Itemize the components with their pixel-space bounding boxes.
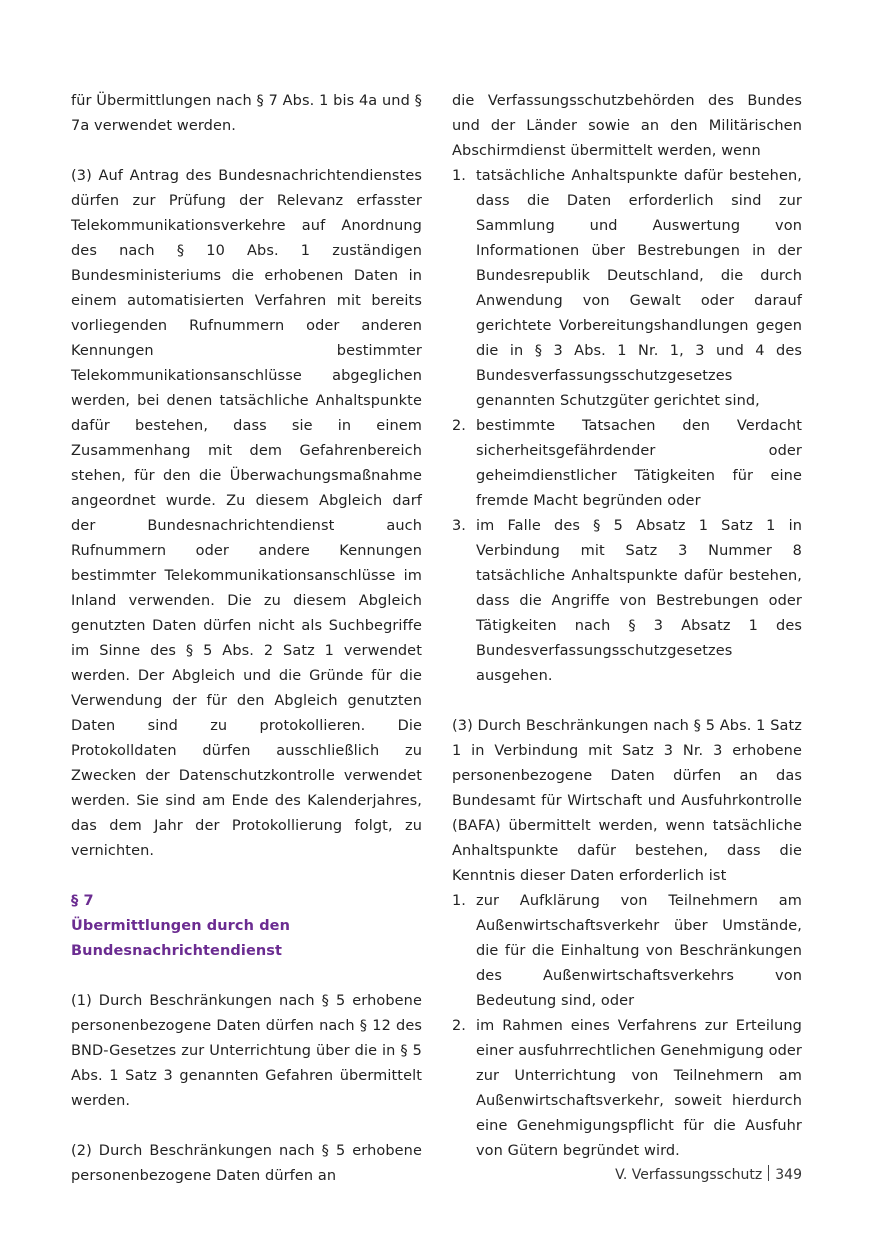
paragraph-continuation: die Verfassungsschutzbehörden des Bundes und der Länder sowie an den Militärischen Abschirmdienst übermittelt werden, wenn bbox=[452, 93, 802, 159]
paragraph-abs-2: (2) Durch Beschränkungen nach § 5 erhobene personenbezogene Daten dürfen an bbox=[71, 1143, 422, 1184]
list-text: zur Aufklärung von Teilnehmern am Außenwirtschaftsverkehr über Umstände, die für die Einhaltung von Beschränkungen des Außenwirtschaftsverkehrs von Bedeutung sind, oder bbox=[476, 893, 802, 1009]
section-number: § 7 bbox=[71, 893, 94, 909]
list-item bbox=[452, 514, 802, 689]
footer-section: V. Verfassungsschutz bbox=[615, 1167, 763, 1183]
list-item bbox=[452, 164, 802, 414]
list-text: bestimmte Tatsachen den Verdacht sicherheitsgefährdender oder geheimdienstlicher Tätigkeiten für eine fremde Macht begründen oder bbox=[476, 418, 802, 509]
left-column bbox=[71, 89, 422, 1189]
paragraph-abs-1: (1) Durch Beschränkungen nach § 5 erhobene personenbezogene Daten dürfen nach § 12 des BND-Gesetzes zur Unterrichtung über die in § 5 Abs. 1 Satz 3 genannten Gefahren übermittelt werden. bbox=[71, 993, 422, 1109]
list-number: 2. bbox=[452, 418, 466, 434]
list-number: 3. bbox=[452, 518, 466, 534]
numbered-list-2 bbox=[452, 889, 802, 1164]
list-item bbox=[452, 889, 802, 1014]
paragraph-abs-3: (3) Durch Beschränkungen nach § 5 Abs. 1 Satz 1 in Verbindung mit Satz 3 Nr. 3 erhobene personenbezogene Daten dürfen an das Bundesamt für Wirtschaft und Ausfuhrkontrolle (BAFA) übermittelt werden, wenn tatsächliche Anhaltspunkte dafür bestehen, dass die Kenntnis dieser Daten erforderlich ist bbox=[452, 718, 802, 884]
footer-divider bbox=[768, 1165, 769, 1181]
list-number: 1. bbox=[452, 168, 466, 184]
numbered-list-1 bbox=[452, 164, 802, 689]
right-column bbox=[452, 89, 802, 1164]
list-number: 2. bbox=[452, 1018, 466, 1034]
section-title: Übermittlungen durch den Bundesnachrichtendienst bbox=[71, 918, 291, 959]
page-number: 349 bbox=[775, 1167, 802, 1183]
list-item bbox=[452, 1014, 802, 1164]
list-text: im Falle des § 5 Absatz 1 Satz 1 in Verbindung mit Satz 3 Nummer 8 tatsächliche Anhaltspunkte dafür bestehen, dass die Angriffe von Bestrebungen oder Tätigkeiten nach § 3 Absatz 1 des Bundesverfassungsschutzgesetzes ausgehen. bbox=[476, 518, 802, 684]
list-item bbox=[452, 414, 802, 514]
section-heading bbox=[71, 889, 422, 964]
page-footer bbox=[615, 1163, 802, 1187]
paragraph-continuation: für Übermittlungen nach § 7 Abs. 1 bis 4a und § 7a verwendet werden. bbox=[71, 93, 422, 134]
paragraph-abs-3: (3) Auf Antrag des Bundesnachrichtendienstes dürfen zur Prüfung der Relevanz erfasster Telekommunikationsverkehre auf Anordnung des nach § 10 Abs. 1 zuständigen Bundesministeriums die erhobenen Daten in einem automatisierten Verfahren mit bereits vorliegenden Rufnummern oder anderen Kennungen bestimmter Telekommunikationsanschlüsse abgeglichen werden, bei denen tatsächliche Anhaltspunkte dafür bestehen, dass sie in einem Zusammenhang mit dem Gefahrenbereich stehen, für den die Überwachungsmaßnahme angeordnet wurde. Zu diesem Abgleich darf der Bundesnachrichtendienst auch Rufnummern oder andere Kennungen bestimmter Telekommunikationsanschlüsse im Inland verwenden. Die zu diesem Abgleich genutzten Daten dürfen nicht als Suchbegriffe im Sinne des § 5 Abs. 2 Satz 1 verwendet werden. Der Abgleich und die Gründe für die Verwendung der für den Abgleich genutzten Daten sind zu protokollieren. Die Protokolldaten dürfen ausschließlich zu Zwecken der Datenschutzkontrolle verwendet werden. Sie sind am Ende des Kalenderjahres, das dem Jahr der Protokollierung folgt, zu vernichten. bbox=[71, 168, 422, 859]
list-text: im Rahmen eines Verfahrens zur Erteilung einer ausfuhrrechtlichen Genehmigung oder zur Unterrichtung von Teilnehmern am Außenwirtschaftsverkehr, soweit hierdurch eine Genehmigungspflicht für die Ausfuhr von Gütern begründet wird. bbox=[476, 1018, 802, 1159]
list-text: tatsächliche Anhaltspunkte dafür bestehen, dass die Daten erforderlich sind zur Sammlung und Auswertung von Informationen über Bestrebungen in der Bundesrepublik Deutschland, die durch Anwendung von Gewalt oder darauf gerichtete Vorbereitungshandlungen gegen die in § 3 Abs. 1 Nr. 1, 3 und 4 des Bundesverfassungsschutzgesetzes genannten Schutzgüter gerichtet sind, bbox=[476, 168, 802, 409]
list-number: 1. bbox=[452, 893, 466, 909]
